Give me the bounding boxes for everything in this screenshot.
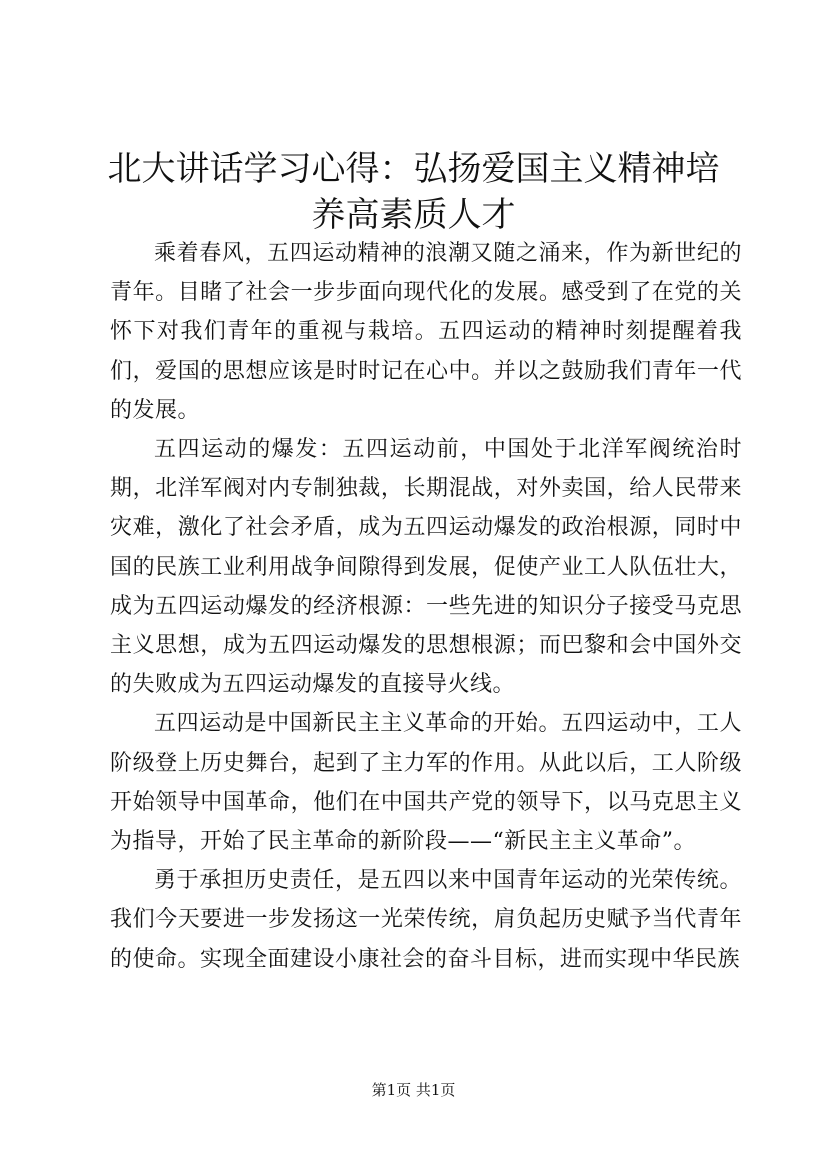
document-title: 北大讲话学习心得：弘扬爱国主义精神培养高素质人才 (107, 149, 720, 235)
paragraph-3: 五四运动是中国新民主主义革命的开始。五四运动中，工人阶级登上历史舞台，起到了主力军的作用。从此以后，工人阶级开始领导中国革命，他们在中国共产党的领导下，以马克思主义为指导，开始了民主革命的新阶段——“新民主主义革命”。 (110, 711, 742, 855)
paragraph-2: 五四运动的爆发：五四运动前，中国处于北洋军阀统治时期，北洋军阀对内专制独裁，长期混战，对外卖国，给人民带来灾难，激化了社会矛盾，成为五四运动爆发的政治根源，同时中国的民族工业利用战争间隙得到发展，促使产业工人队伍壮大，成为五四运动爆发的经济根源：一些先进的知识分子接受马克思主义思想，成为五四运动爆发的思想根源；而巴黎和会中国外交的失败成为五四运动爆发的直接导火线。 (110, 437, 742, 698)
paragraph-1: 乘着春风，五四运动精神的浪潮又随之涌来，作为新世纪的青年。目睹了社会一步步面向现代化的发展。感受到了在党的关怀下对我们青年的重视与栽培。五四运动的精神时刻提醒着我们，爱国的思想应该是时时记在心中。并以之鼓励我们青年一代的发展。 (110, 241, 742, 423)
page-footer: 第1页 共1页 (371, 1081, 456, 1099)
paragraph-4: 勇于承担历史责任，是五四以来中国青年运动的光荣传统。我们今天要进一步发扬这一光荣传统，肩负起历史赋予当代青年的使命。实现全面建设小康社会的奋斗目标，进而实现中华民族 (110, 868, 742, 972)
document-body (110, 234, 742, 979)
